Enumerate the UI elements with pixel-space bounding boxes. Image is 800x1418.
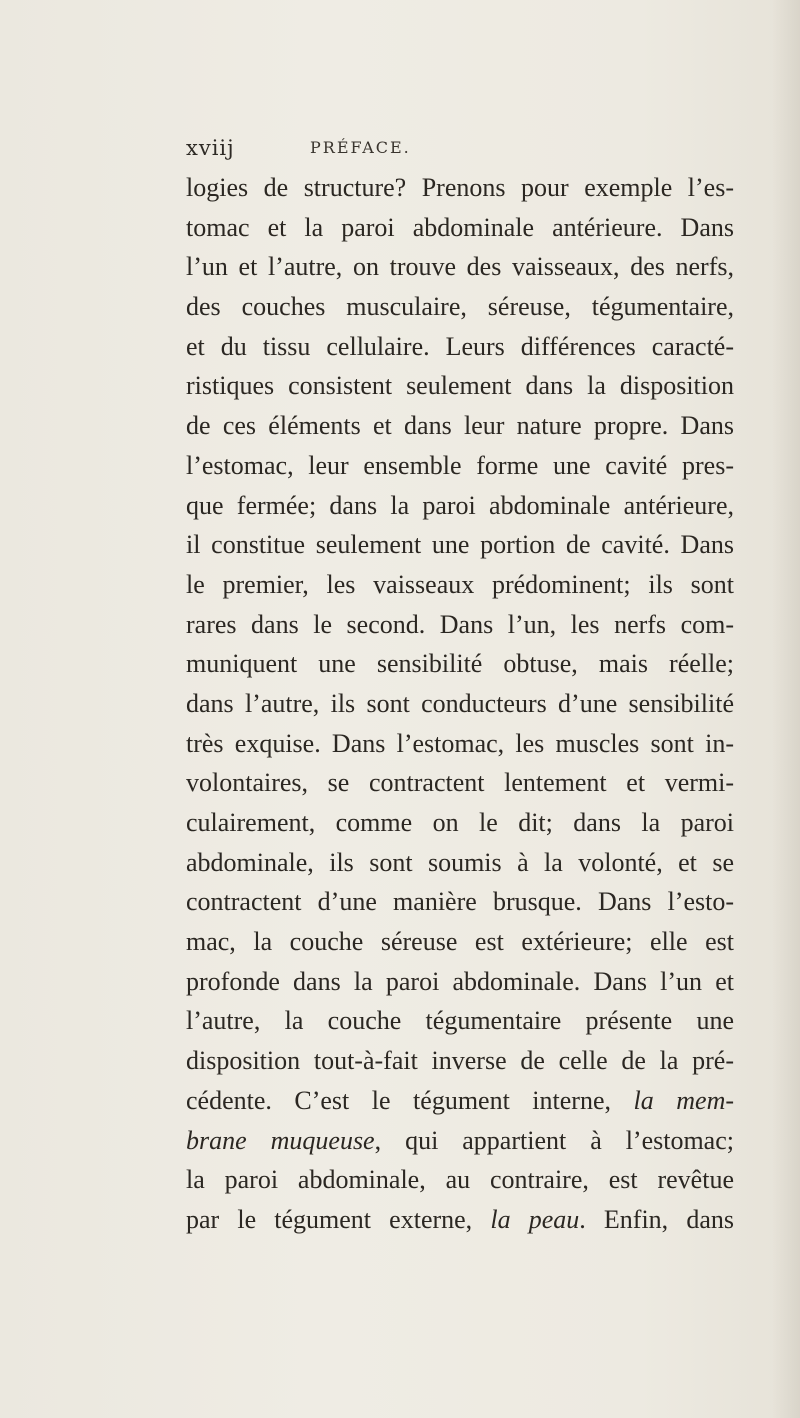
text-segment: logies de structure? Prenons pour exemple l’es- — [186, 173, 734, 202]
text-segment: il constitue seulement une portion de cavité. Dans — [186, 530, 734, 560]
text-line — [186, 922, 734, 962]
page-header — [186, 136, 726, 166]
text-segment: par le tégument externe, — [186, 1204, 491, 1234]
text-line — [186, 406, 734, 446]
text-segment: l’autre, la couche tégumentaire présente une — [186, 1006, 734, 1036]
text-line — [186, 486, 734, 526]
italic-term: brane muqueuse — [186, 1125, 375, 1155]
text-line — [186, 1200, 734, 1240]
text-segment: disposition tout-à-fait inverse de celle de la pré- — [186, 1046, 734, 1076]
text-segment: cédente. C’est le tégument interne, — [186, 1085, 634, 1115]
text-line — [186, 1081, 734, 1121]
text-line — [186, 1160, 734, 1200]
body-text — [186, 168, 734, 1240]
text-line — [186, 763, 734, 803]
text-segment: l’un et l’autre, on trouve des vaisseaux, des nerfs, — [186, 252, 734, 282]
text-line — [186, 1121, 734, 1161]
text-line — [186, 644, 734, 684]
text-line — [186, 684, 734, 724]
text-segment: contractent d’une manière brusque. Dans l’esto- — [186, 887, 734, 917]
text-line — [186, 1041, 734, 1081]
italic-term: la peau — [490, 1204, 580, 1234]
text-line — [186, 327, 734, 367]
text-line — [186, 168, 734, 208]
italic-term: la mem- — [633, 1085, 734, 1115]
text-segment: . Enfin, dans — [579, 1204, 734, 1234]
text-segment: de ces éléments et dans leur nature propre. Dans — [186, 411, 734, 441]
text-segment: mac, la couche séreuse est extérieure; elle est — [186, 927, 734, 957]
text-line — [186, 724, 734, 764]
text-line — [186, 446, 734, 486]
text-line — [186, 1001, 734, 1041]
text-segment: profonde dans la paroi abdominale. Dans l’un et — [186, 966, 734, 996]
text-line — [186, 882, 734, 922]
text-segment: rares dans le second. Dans l’un, les nerfs com- — [186, 609, 734, 639]
text-segment: dans l’autre, ils sont conducteurs d’une sensibilité — [186, 688, 734, 718]
running-title: PRÉFACE. — [310, 138, 411, 157]
text-line — [186, 247, 734, 287]
text-segment: l’estomac, leur ensemble forme une cavité pres- — [186, 450, 734, 480]
text-line — [186, 366, 734, 406]
text-segment: culairement, comme on le dit; dans la paroi — [186, 808, 734, 837]
text-line — [186, 287, 734, 327]
text-line — [186, 565, 734, 605]
page-number: xviij — [186, 136, 235, 160]
text-line — [186, 208, 734, 248]
text-line — [186, 525, 734, 565]
text-line — [186, 962, 734, 1002]
text-segment: très exquise. Dans l’estomac, les muscles sont in- — [186, 728, 734, 758]
text-segment: volontaires, se contractent lentement et vermi- — [186, 768, 734, 798]
text-line — [186, 843, 734, 883]
text-segment: tomac et la paroi abdominale antérieure. Dans — [186, 212, 734, 242]
text-segment: abdominale, ils sont soumis à la volonté, et se — [186, 847, 734, 877]
text-segment: , qui appartient à l’estomac; — [374, 1125, 734, 1155]
text-segment: des couches musculaire, séreuse, tégumentaire, — [186, 292, 734, 322]
text-segment: la paroi abdominale, au contraire, est revêtue — [186, 1165, 734, 1195]
text-segment: et du tissu cellulaire. Leurs différences caracté- — [186, 331, 734, 361]
text-segment: muniquent une sensibilité obtuse, mais réelle; — [186, 649, 734, 679]
text-line — [186, 605, 734, 645]
text-line — [186, 803, 734, 843]
text-segment: le premier, les vaisseaux prédominent; ils sont — [186, 569, 734, 599]
text-segment: que fermée; dans la paroi abdominale antérieure, — [186, 490, 734, 520]
text-segment: ristiques consistent seulement dans la disposition — [186, 371, 734, 401]
